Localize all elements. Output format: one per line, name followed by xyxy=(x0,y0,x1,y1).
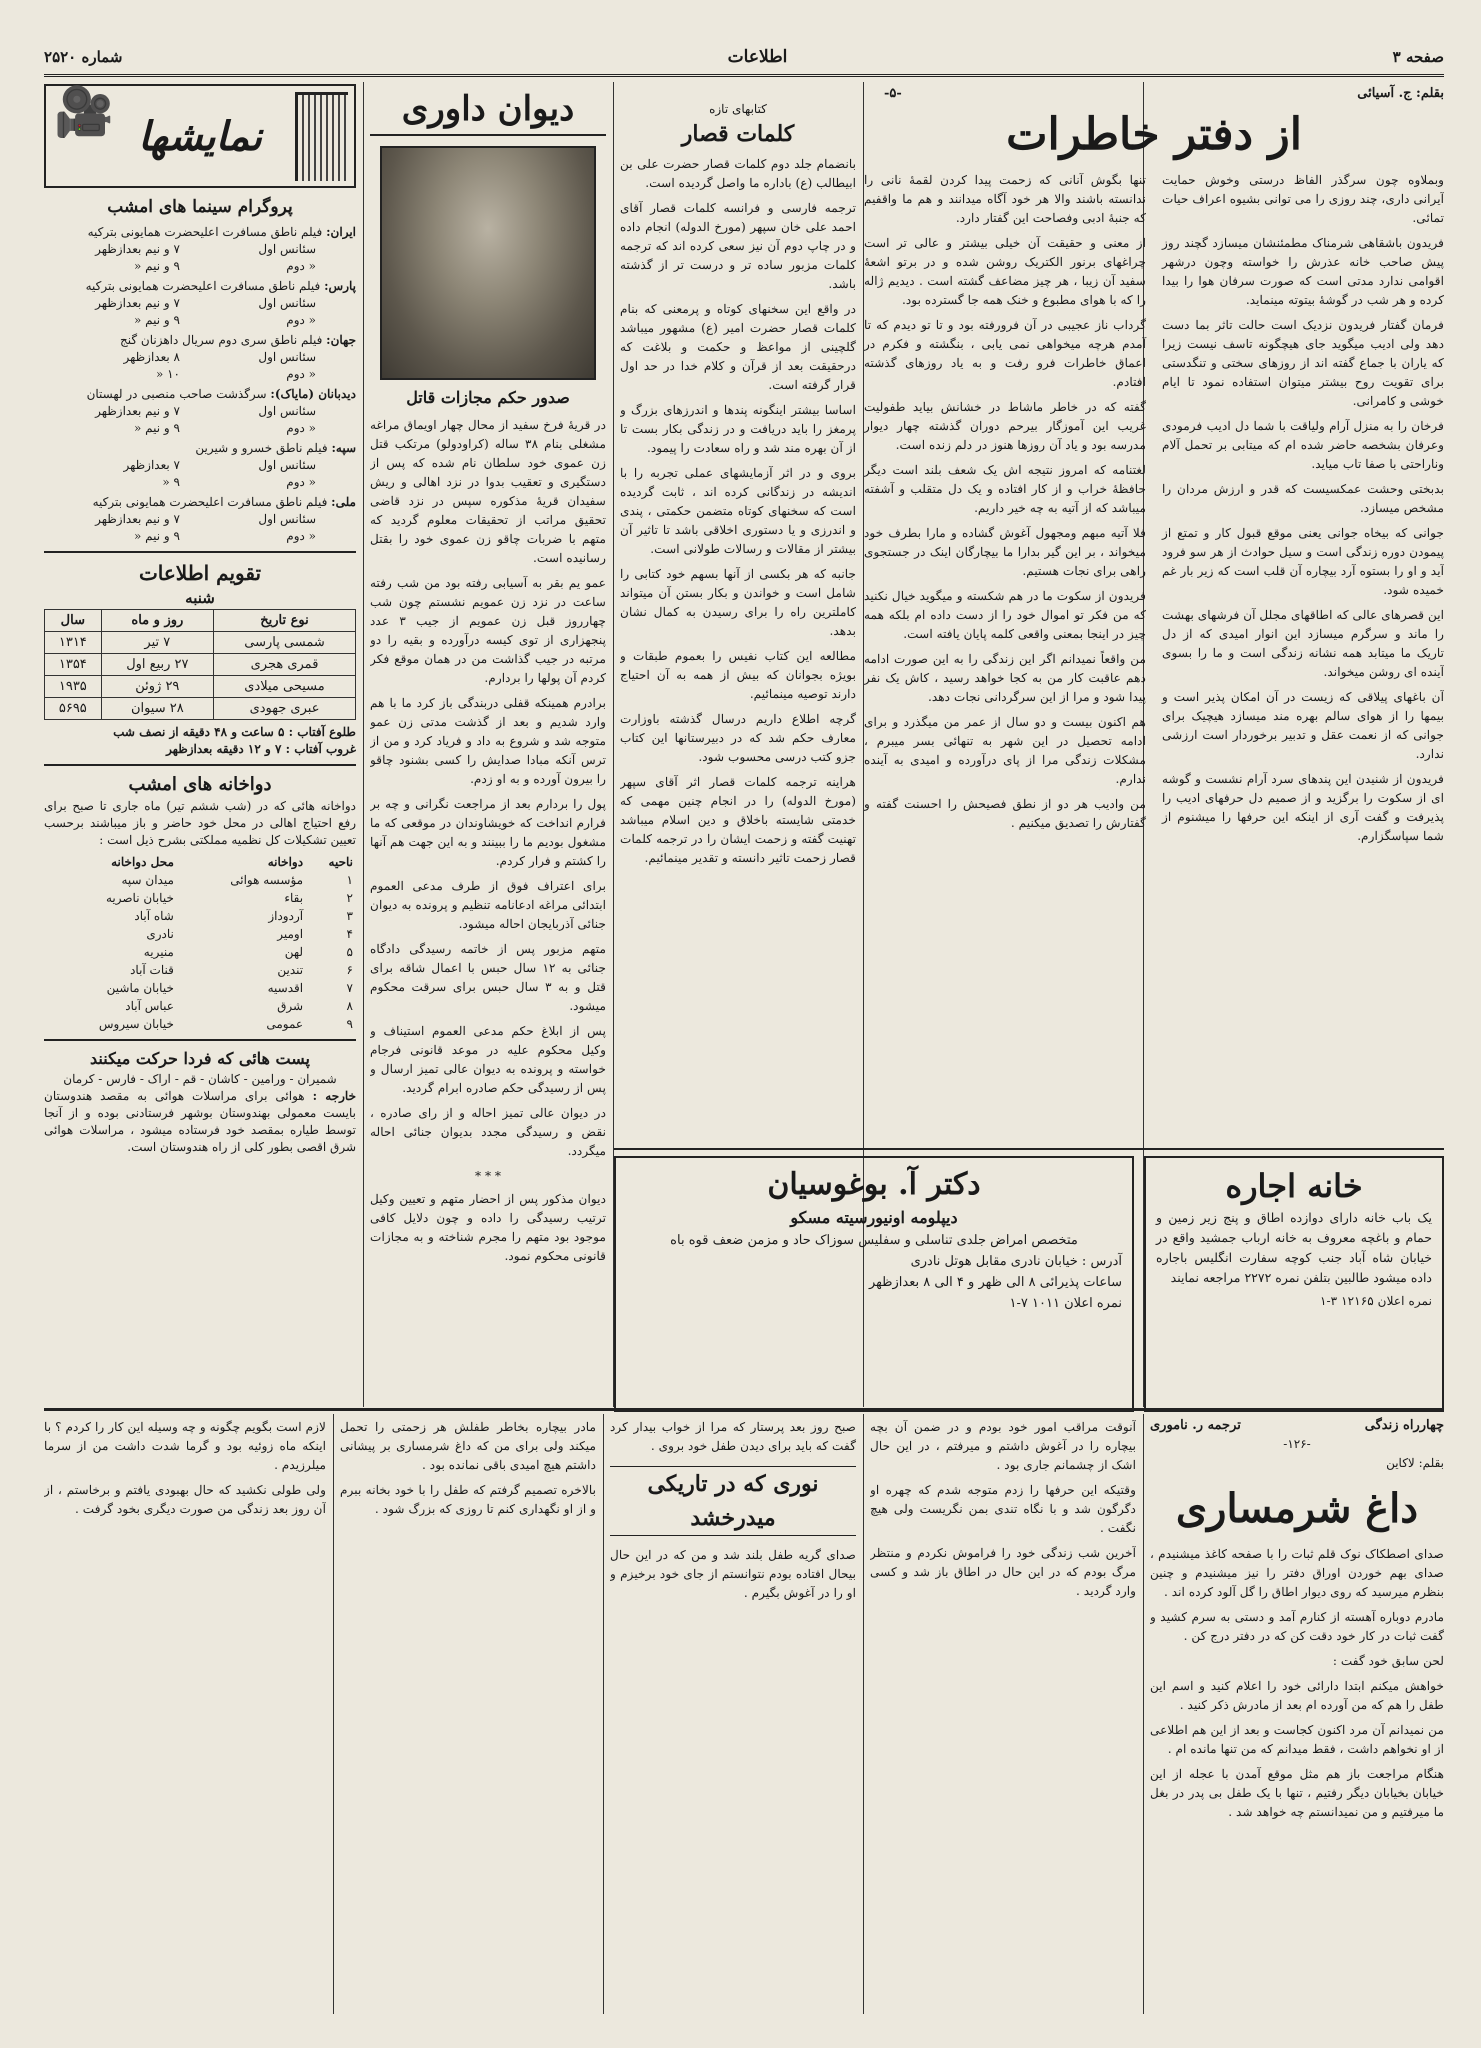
calendar-cell: ۱۹۳۵ xyxy=(45,676,102,698)
pharmacy-row xyxy=(44,907,356,925)
memoir-marker: -۵- xyxy=(884,86,902,101)
story-column-2 xyxy=(870,1418,1136,2014)
cinema-film: فیلم ناطق سری دوم سریال داهزنان گنج xyxy=(120,333,323,347)
cinema-showtimes xyxy=(44,403,356,437)
cinema-showtime: « دوم xyxy=(286,259,316,273)
divan-photo-caption: صدور حکم مجازات قاتل xyxy=(406,388,570,407)
doctor-ad-text: متخصص امراض جلدی تناسلی و سفلیس سوزاک حاد و مزمن ضعف قوه باه xyxy=(670,1233,1078,1248)
cinema-name: ایران: xyxy=(326,225,356,239)
cinema-entry xyxy=(44,332,356,383)
cinema-showtimes xyxy=(44,457,356,491)
doctor-ad-title: دکتر آ. بوغوسیان xyxy=(767,1167,981,1202)
pharmacy-cell: ۶ xyxy=(346,963,353,977)
pharmacy-row xyxy=(44,961,356,979)
cinema-film: فیلم ناطق مسافرت اعلیحضرت همایونی بترکیه xyxy=(87,225,323,239)
cinema-showtime: سئانس اول xyxy=(258,512,316,526)
sunrise-label: طلوع آفتاب xyxy=(297,725,356,739)
post-routes: شمیران - ورامین - کاشان - قم - اراک - فارس - کرمان xyxy=(63,1072,337,1086)
house-ad-text: یک باب خانه دارای دوازده اطاق و پنج زیر زمین و حمام و باغچه معروف به خانه ارباب جمشید واقع در خیابان شاه آباد جنب کوچه سفارت انگلیس باجاره داده میشود طالبین بتلفن نمره ۲۲۷۲ مراجعه نمایند xyxy=(1156,1210,1432,1285)
cinema-showtime: « دوم xyxy=(286,367,316,381)
calendar-cell: ۵۶۹۵ xyxy=(45,698,102,720)
sunrise-row: طلوع آفتاب : ۵ ساعت و ۴۸ دقیقه از نصف شب xyxy=(113,725,356,739)
memoir-paragraph: فلا آتیه مبهم ومجهول آغوش گشاده و مارا بطرف خود میخواند ، بر این گیر بدارا ما بیچارگان اینک در جستجوی راهی برای نجات هستیم. xyxy=(864,526,1146,578)
pharmacy-col-header: ناحیه xyxy=(328,855,353,869)
curtain-icon xyxy=(295,92,348,181)
issue-number: شماره ۲۵۲۰ xyxy=(44,48,123,66)
story-translator: ترجمه ر. ناموری xyxy=(1150,1418,1241,1433)
memoir-paragraph: آن باغهای پیلاقی که زیست در آن امکان پذیر است و بیمها را از هوای سالم بهره مند میسازد هیچیک برای جوانی که از نعمت عقل و تدبیر برخوردار است ارزشی ندارد. xyxy=(1162,690,1444,761)
pharmacy-cell: قنات آباد xyxy=(130,963,174,977)
calendar-cell: ۲۸ سیوان xyxy=(101,698,213,720)
cinema-showtime: ۹ و نیم « xyxy=(134,259,180,273)
story-paragraph: من نمیدانم آن مرد اکنون کجاست و بعد از این هم اطلاعی از او نخواهم داشت ، فقط میدانم که من تنها مانده ام . xyxy=(1150,1723,1444,1756)
divan-paragraph: در دیوان عالی تمیز احاله و از رای صادره ، نقض و رسیدگی مجدد بدیوان جنائی احاله میگردد. xyxy=(370,1106,606,1158)
pharmacy-cell: عباس آباد xyxy=(125,999,174,1013)
kalemat-paragraph: در واقع این سخنهای کوتاه و پرمعنی که بنام کلمات قصار حضرت امیر (ع) مشهور میباشد گلچینی از مواعظ و حکمت و بلاغت که درحقیقت بعد از قرآن و کلام خدا در حد اول قرار گرفته است. xyxy=(620,302,856,392)
cinema-name: دیدبانان (مایاک): xyxy=(270,387,356,401)
pharmacy-cell: ۵ xyxy=(346,945,353,959)
calendar-col-header: سال xyxy=(45,610,102,632)
page-header xyxy=(44,40,1444,77)
memoir-paragraph: لغتنامه که امروز نتیجه اش یک شعف بلند است دیگر حافظهٔ خراب و از کار افتاده و یک دل متقلب و آشفته میباشد که از آتیه به چه خیر داریم. xyxy=(864,463,1146,515)
cinema-showtime: ۹ « xyxy=(162,475,180,489)
pharmacy-cell: میدان سپه xyxy=(121,873,174,887)
calendar-cell: ۲۹ ژوئن xyxy=(101,676,213,698)
post-foreign xyxy=(44,1088,356,1156)
pharmacy-row xyxy=(44,871,356,889)
story-paragraph: لازم است بگویم چگونه و چه وسیله این کار را کردم ؟ با اینکه ماه زوئیه بود و گرما شدت داشت من از سرما میلرزیدم . xyxy=(44,1420,326,1472)
story-paragraph: آخرین شب زندگی خود را فراموش نکردم و منتظر مرگ بودم که در این حال در اطاق باز شد و کسی وارد گردید . xyxy=(870,1546,1136,1598)
pharmacy-row xyxy=(44,979,356,997)
cinema-film: فیلم ناطق مسافرت اعلیحضرت همایونی بترکیه xyxy=(85,279,321,293)
memoir-paragraph: گفته که در خاطر ماشاط در خشانش بیاید طفولیت غریب این آموزگار بیرحم دوران گذشته چهار دیوار مدرسه بود و یاد آن روزها هنوز در دلم زنده است. xyxy=(864,400,1146,452)
story-paragraph: صدای گریه طفل بلند شد و من که در این حال بیحال افتاده بودم نتوانستم از جای خود برخیزم و او را در آغوش بگیرم . xyxy=(610,1548,856,1600)
cinema-entry-heading xyxy=(44,440,356,457)
pharmacy-cell: خیابان ناصریه xyxy=(105,891,174,905)
cinema-showtime: ۱۰ « xyxy=(155,367,180,381)
divan-paragraph: پس از ابلاغ حکم مدعی العموم استیناف و وکیل محکوم علیه در موعد قانونی فرجام خواسته و پرونده به دیوان عالی تمیز ارسال و پس از رسیدگی حکم صادره ابرام گردید. xyxy=(370,1024,606,1095)
pharmacy-cell: اومیر xyxy=(277,927,304,941)
divan-paragraph: متهم مزبور پس از خاتمه رسیدگی دادگاه جنائی به ۱۲ سال حبس با اعمال شاقه برای قتل و به ۳ سال حبس برای سرقت محکوم میشود. xyxy=(370,942,606,1013)
film-camera-icon: 🎥 xyxy=(54,84,114,140)
pharmacy-cell: ۴ xyxy=(346,927,353,941)
cinema-entry-heading xyxy=(44,332,356,349)
sunset-value: ۷ و ۱۲ دقیقه بعدازظهر xyxy=(166,742,282,756)
pharmacies-title: دواخانه های امشب xyxy=(128,774,272,795)
story-paragraph: صبح روز بعد پرستار که مرا از خواب بیدار کرد گفت که باید برای دیدن طفل خود بروی . xyxy=(610,1420,856,1453)
cinema-showtime: « دوم xyxy=(286,421,316,435)
doctor-ad-address: آدرس : خیابان نادری مقابل هوتل نادری xyxy=(910,1254,1122,1269)
cinema-film: سرگذشت صاحب منصبی در لهستان xyxy=(86,387,267,401)
pharmacy-cell: لهن xyxy=(284,945,304,959)
pharmacy-col-header: دواخانه xyxy=(267,855,304,869)
sunset-row: غروب آفتاب : ۷ و ۱۲ دقیقه بعدازظهر xyxy=(166,742,356,756)
calendar-row xyxy=(45,676,356,698)
doctor-ad-subtitle: دیپلومه اونیورسیته مسکو xyxy=(790,1208,958,1227)
defendant-photo xyxy=(380,146,596,380)
pharmacy-cell: ۱ xyxy=(346,873,353,887)
memoir-paragraph: فرخان را به منزل آرام ولیاقت با شما دل ادیب فرمودی وعرفان بشخصه حاضر شده ام که میتابی بر تحمل آلام وناراحتی با صفا تاب میاید. xyxy=(1162,419,1444,471)
cinema-showtime: « دوم xyxy=(286,313,316,327)
cinema-banner-text: نمایشها xyxy=(138,112,262,160)
kalemat-paragraph: جانبه که هر بکسی از آنها بسهم خود کتابی را شامل است و خواندن و بکار بستن آن میتواند کاملترین راه را برای رسیدن به کمال نشان بدهد. xyxy=(620,567,856,638)
pharmacy-cell: اقدسیه xyxy=(267,981,304,995)
cinema-name: پارس: xyxy=(324,279,356,293)
cinema-showtime: ۹ و نیم « xyxy=(134,421,180,435)
story-paragraph: لحن سابق خود گفت : xyxy=(1332,1654,1444,1668)
pharmacy-cell: منیریه xyxy=(143,945,174,959)
calendar-cell: مسیحی میلادی xyxy=(214,676,356,698)
cinema-showtime: ۷ و نیم بعدازظهر xyxy=(95,512,180,526)
cinema-name: ملی: xyxy=(331,495,356,509)
cinema-entry xyxy=(44,224,356,275)
pharmacy-cell: ۳ xyxy=(346,909,353,923)
cinema-film: فیلم ناطق مسافرت اعلیحضرت همایونی بترکیه xyxy=(92,495,328,509)
calendar-row xyxy=(45,698,356,720)
story-column-3 xyxy=(610,1418,856,2014)
story-section xyxy=(1150,1416,1444,2014)
cinema-showtime: سئانس اول xyxy=(258,296,316,310)
cinema-entry-heading xyxy=(44,278,356,295)
memoir-paragraph: گرداب ناز عجیبی در آن فرورفته بود و تا تو دیدم که تا آمدم هرچه میخواهی نمی یابی ، بنگشته و فکرم در اعماق خاطرات فرو رفت و به یاد روزهای گذشته افتادم. xyxy=(864,318,1146,389)
cinema-showtime: « دوم xyxy=(286,475,316,489)
pharmacy-cell: عمومی xyxy=(266,1017,304,1031)
cinema-entry xyxy=(44,278,356,329)
memoir-byline: بقلم: ج. آسیائی xyxy=(1357,86,1444,101)
calendar-cell: ۱۳۱۴ xyxy=(45,632,102,654)
story-subtitle: نوری که در تاریکی میدرخشد xyxy=(610,1466,856,1536)
cinema-entry-heading xyxy=(44,386,356,403)
divan-title: دیوان داوری xyxy=(370,84,606,136)
calendar-cell: ۷ تیر xyxy=(101,632,213,654)
memoir-paragraph: وبملاوه چون سرگذر الفاظ درستی وخوش حمایت آیرانی داری، چند روزی را می توانی بشیوه اعراف حیات تمائی. xyxy=(1162,173,1444,225)
pharmacy-col-header: محل دواخانه xyxy=(111,855,174,869)
pharmacy-cell: ۹ xyxy=(346,1017,353,1031)
cinema-showtime: سئانس اول xyxy=(258,404,316,418)
cinema-entry-heading xyxy=(44,224,356,241)
memoir-paragraph: جوانی که بیخاه جوانی یعنی موقع قبول کار و تمتع از پیمودن دوره زندگی است و سیل حوادث از هر سو فرود آید و او را بستوه آرد بیچاره آن قلب است که زیر بار غم خمیده شود. xyxy=(1162,526,1444,597)
memoir-paragraph: فرمان گفتار فریدون نزدیک است حالت تاثر بما دست دهد ولی ادیب میگوید جای هیچگونه تاسف نیست زیرا که یاران با جماع گفته اند از روزهای سختی و تنگدستی برای تقویت روح بیشتر میتوان استفاده نمود تا ایام خوشی و کامرانی. xyxy=(1162,318,1444,408)
memoir-title: از دفتر خاطرات xyxy=(1006,109,1302,160)
doctor-ad xyxy=(614,1156,1134,1412)
story-paragraph: مادر بیچاره بخاطر طفلش هر زحمتی را تحمل میکند ولی برای من که داغ شرمساری بر پیشانی داشتم هیچ امیدی باقی نمانده بود . xyxy=(340,1420,596,1472)
kalemat-paragraph: گرچه اطلاع داریم درسال گذشته باوزارت معارف حکم شد که در دبیرستانها این کتاب جزو کتب درسی محسوب شود. xyxy=(620,712,856,764)
story-number: -۱۲۶- xyxy=(1283,1437,1311,1451)
cinema-list xyxy=(44,224,356,545)
cinema-banner xyxy=(44,84,356,188)
cinema-showtimes xyxy=(44,349,356,383)
kalemat-paragraph: اساسا بیشتر اینگونه پندها و اندرزهای بزرگ و پرمغز را باید دریافت و در زندگی بکار بست تا از آن بهره مند شد و راه سعادت را پیمود. xyxy=(620,403,856,455)
cinema-program-title: پروگرام سینما های امشب xyxy=(107,197,293,217)
cinema-showtime: ۹ و نیم « xyxy=(134,529,180,543)
story-paragraph: آنوقت مراقب امور خود بودم و در ضمن آن بچه بیچاره را در آغوش داشتم و میرفتم ، در این حال اشک از چشمانم جاری بود . xyxy=(870,1420,1136,1472)
pharmacy-cell: خیابان سیروس xyxy=(98,1017,174,1031)
kalemat-paragraph: بروی و در اثر آزمایشهای عملی تجربه را با اندیشه در زندگانی کرده اند ، ثابت گردیده است که سخنهای کوتاه متضمن حکمتی ، پندی و اندرزی و یا دستوری اخلاقی باشد تا تاثیر آن بیشتر از مقالات و رسالات طولانی است. xyxy=(620,466,856,556)
cinema-showtime: ۷ و نیم بعدازظهر xyxy=(95,404,180,418)
cinema-entry xyxy=(44,494,356,545)
memoir-paragraph: بدبختی وحشت عمکسیست که قدر و ارزش مردان را مشخص میسازد. xyxy=(1162,482,1444,515)
cinema-showtimes xyxy=(44,295,356,329)
cinema-showtime: ۷ بعدازظهر xyxy=(123,458,180,472)
post-foreign-text: هوائی برای مراسلات هوائی به مقصد هندوستان بایست معمولی بهندوستان بوشهر فرستادنی بوده و از آنجا توسط طیاره بمقصد خود فرستاده میشود ، مراسلات هوائی شرق اقصی بطور کلی از راه هندوستان است. xyxy=(44,1089,356,1154)
calendar-col-header: روز و ماه xyxy=(101,610,213,632)
pharmacy-cell: خیابان ماشین xyxy=(106,981,174,995)
divan-paragraph: در قریهٔ فرخ سفید از محال چهار اویماق مراغه مشغلی بنام ۳۸ ساله (کراودولو) مرتکب قتل زن عموی خود سلطان نام شده که پس از دستگیری و تعقیب بدوا در نزد اهالی و ریش سفیدان قریهٔ مذکوره سپس در نزد قاضی تحقیق مراتب از تحقیقات معلوم گردید که متهم با ضربات چاقو زن عموی خود را بقتل رسانیده است. xyxy=(370,418,606,565)
divan-paragraph: عمو یم بقر به آسیابی رفته بود من شب رفته ساعت در نزد زن عمویم نشستم چون شب چهارروز قبل زن عمویم از جیب ۳ عدد پنجهزاری از توی کیسه درآورده و بقیه را دو مرتبه در جیب گذاشت من در همان موقع فکر کردم آن پولها را بردارم. xyxy=(370,576,606,685)
calendar-col-header: نوع تاریخ xyxy=(214,610,356,632)
cinema-showtime: سئانس اول xyxy=(258,458,316,472)
pharmacy-row xyxy=(44,997,356,1015)
doctor-ad-footer: نمره اعلان ۱۰۱۱ ۷-۱ xyxy=(1009,1296,1122,1311)
kalemat-paragraph: مطالعه این کتاب نفیس را بعموم طبقات و بویژه بجوانان که بیش از همه به آن احتیاج دارند توصیه مینمائیم. xyxy=(620,649,856,701)
calendar-cell: عبری جهودی xyxy=(214,698,356,720)
cinema-showtime: ۸ بعدازظهر xyxy=(123,350,180,364)
cinema-showtimes xyxy=(44,241,356,275)
pharmacy-cell: ۲ xyxy=(346,891,353,905)
memoir-paragraph: از معنی و حقیقت آن خیلی بیشتر و عالی تر است چراغهای برنور الکتریک روشن شده و در برتو اشعهٔ سفید آن زیبا ، هر چیز مضاعف گشته است . دیدیم ژاله را که با هوای مطبوع و خنک همه جا گسترده بود. xyxy=(864,236,1146,307)
cinema-showtime: ۷ و نیم بعدازظهر xyxy=(95,242,180,256)
kalemat-paragraph: هراینه ترجمه کلمات قصار اثر آقای سپهر (مورخ الدوله) را در انجام چنین مهمی که خدمتی شایسته باخلاق و دین اسلام میباشد تهنیت گفته و زحمت ایشان را در ترجمه کلمات قصار زحمت تاثیر دانسته و تقدیر مینمائیم. xyxy=(620,775,856,865)
pharmacies-intro: دواخانه هائی که در (شب ششم تیر) ماه جاری تا صبح برای رفع احتیاج اهالی در محل خود حاضر و باز میباشند برحسب تعیین تشکیلات کل نظمیه مملکتی بشرح ذیل است : xyxy=(44,799,356,847)
post-foreign-label: خارجه : xyxy=(312,1089,356,1103)
house-for-rent-ad xyxy=(1144,1156,1444,1412)
cinema-showtime: ۹ و نیم « xyxy=(134,313,180,327)
divan-divider: * * * xyxy=(474,1169,502,1183)
calendar-table xyxy=(44,609,356,720)
pharmacy-cell: تندین xyxy=(277,963,304,977)
cinema-name: سپه: xyxy=(331,441,356,455)
memoir-paragraph: این قصرهای عالی که اطاقهای مجلل آن فرشهای بهشت را ماند و سرگرم میسازد این انوار امیدی که از دل تاریک ما میتابد همه نشانه زندگی است و ما را بسوی آینده ای روشن میخواند. xyxy=(1161,608,1444,679)
cinema-film: فیلم ناطق خسرو و شیرین xyxy=(195,441,328,455)
pharmacy-row xyxy=(44,943,356,961)
kalemat-paragraph: بانضمام جلد دوم کلمات قصار حضرت علی بن ابیطالب (ع) باداره ما واصل گردیده است. xyxy=(620,157,856,190)
paper-name: اطلاعات xyxy=(727,47,788,67)
calendar-row xyxy=(45,632,356,654)
calendar-weekday: شنبه xyxy=(185,589,215,607)
cinema-showtimes xyxy=(44,511,356,545)
pharmacies-table xyxy=(44,853,356,1033)
story-paragraph: هنگام مراجعت باز هم مثل موقع آمدن با عجله از این خیابان بخیابان دیگر رفتیم ، تنها با یک طفل بی پدر در بغل ما میرفتیم و من نمیدانستم چه خواهد شد . xyxy=(1150,1767,1444,1819)
doctor-ad-hours: ساعات پذیرائی ۸ الی ظهر و ۴ الی ۸ بعدازظهر xyxy=(869,1275,1122,1290)
pharmacy-cell: ۸ xyxy=(346,999,353,1013)
pharmacy-row xyxy=(44,1015,356,1033)
story-paragraph: وقتیکه این حرفها را زدم متوجه شدم که چهره او دگرگون شد و با نگاه تندی بمن نگریست ولی هیچ نگفت . xyxy=(870,1483,1136,1535)
post-title: پست هائی که فردا حرکت میکنند xyxy=(90,1049,310,1068)
cinema-entry xyxy=(44,386,356,437)
kalemat-paragraph: ترجمه فارسی و فرانسه کلمات قصار آقای احمد علی خان سپهر (مورخ الدوله) انجام داده و در چاپ دوم آن نیز سعی کرده اند که ترجمه کلمات مزبور ساده تر و درست تر از گذشته باشد. xyxy=(620,201,856,291)
kalemat-title: کلمات قصار xyxy=(681,121,795,147)
listings-column xyxy=(44,84,356,1400)
cinema-name: جهان: xyxy=(326,333,356,347)
pharmacy-row xyxy=(44,925,356,943)
memoir-paragraph: تنها بگوش آنانی که زحمت پیدا کردن لقمهٔ نانی را ندانسته باشند والا هر خود آگاه میدانند و هم ما واقفیم که جنبهٔ ادبی وفصاحت این گفتار دارد. xyxy=(864,173,1146,225)
story-paragraph: مادرم دوباره آهسته از کنارم آمد و دستی به سرم کشید و گفت ثبات در کار خود دقت کن که در دفتر درج کن . xyxy=(1150,1610,1444,1643)
cinema-entry-heading xyxy=(44,494,356,511)
cinema-showtime: سئانس اول xyxy=(258,242,316,256)
memoir-paragraph: فریدون باشقاهی شرمناک مطمئنشان میسازد گچند روز پیش صاحب خانه عذرش را خواسته وچون درشهر اقوامی ندارد مدتی است که صورت سرفان هوا را بیدا کرده و هر شب در گوشهٔ بیتوته مینماید. xyxy=(1162,236,1444,307)
story-paragraph: بالاخره تصمیم گرفتم که طفل را با خود بخانه ببرم و از او نگهداری کنم تا روزی که بزرگ شود . xyxy=(340,1483,596,1516)
kalemat-kicker: کتابهای تازه xyxy=(709,102,767,116)
memoir-paragraph: من وادیب هر دو از نطق فصیحش را احسنت گفته و گفتارش را تصدیق میکنیم . xyxy=(864,797,1146,830)
pharmacy-cell: آردوداز xyxy=(268,909,304,923)
memoir-paragraph: من واقعاً نمیدانم اگر این زندگی را به این صورت ادامه دهم عاقبت کار من به کجا خواهد رسید ، کاش یک نفر پیدا شود و مرا از این سرگردانی نجات دهد. xyxy=(864,652,1146,704)
pharmacy-cell: شرق xyxy=(277,999,304,1013)
cinema-entry xyxy=(44,440,356,491)
calendar-cell: شمسی پارسی xyxy=(214,632,356,654)
pharmacy-cell: نادری xyxy=(146,927,174,941)
divan-section xyxy=(370,84,606,1400)
story-author: بقلم: لاکاین xyxy=(1386,1456,1444,1470)
pharmacy-cell: ۷ xyxy=(346,981,353,995)
calendar-cell: قمری هجری xyxy=(214,654,356,676)
memoir-paragraph: فریدون از سکوت ما در هم شکسته و میگوید خیال نکنید که من فکر تو اموال خود را از دست داده ام بلکه همه چیز در اینجا بمعنی واقعی کلمه پایان یافته است. xyxy=(864,589,1146,641)
cinema-showtime: سئانس اول xyxy=(258,350,316,364)
house-ad-footer: نمره اعلان ۱۲۱۶۵ ۳-۱ xyxy=(1319,1294,1432,1308)
memoir-section xyxy=(864,84,1444,1144)
divan-paragraph: دیوان مذکور پس از احضار متهم و تعیین وکیل ترتیب رسیدگی را داده و چون دلایل کافی موجود بود متهم را مجرم شناخته و به مجازات قانونی محکوم نمود. xyxy=(370,1192,606,1263)
divan-paragraph: برادرم همینکه قفلی دربندگی باز کرد ما با هم وارد شدیم و بعد از گذشت مدتی زن عمو متوجه شد و شروع به داد و فریاد کرد و من از ترس آنکه مبادا صدایش را کسی بشنود چاقو را بیرون آورده و به او زدم. xyxy=(370,696,606,786)
calendar-row xyxy=(45,654,356,676)
sunset-label: غروب آفتاب xyxy=(294,742,356,756)
story-paragraph: صدای اصطکاک نوک قلم ثبات را با صفحه کاغذ میشنیدم ، صدای بهم خوردن اوراق دفتر را نیز میشنیدم و چنین بنظرم میرسید که روی دیوار اطاق را گل آلود کرده اند . xyxy=(1150,1547,1444,1599)
page-number: صفحه ۳ xyxy=(1392,48,1444,66)
calendar-title: تقویم اطلاعات xyxy=(138,561,262,585)
cinema-showtime: « دوم xyxy=(286,529,316,543)
story-title: داغ شرمساری xyxy=(1175,1485,1419,1532)
pharmacy-cell: بقاء xyxy=(284,891,304,905)
cinema-showtime: ۷ و نیم بعدازظهر xyxy=(95,296,180,310)
divan-paragraph: برای اعتراف فوق از طرف مدعی العموم ابتدائی مراغه ادعانامه تنظیم و پرونده به دیوان جنائی آذربایجان احاله میشود. xyxy=(370,879,606,931)
divan-paragraph: پول را بردارم بعد از مراجعت نگرانی و چه بر فرارم انداخت که خویشاوندان در موقعی که ما مشغول بودیم ما را ببینند و به این جهت هم آنها را کشتم و فرار کردم. xyxy=(370,797,606,868)
calendar-cell: ۱۳۵۴ xyxy=(45,654,102,676)
newspaper-page xyxy=(44,40,1444,2015)
story-paragraph: ولی طولی نکشید که حال بهبودی یافتم و برخاستم ، از آن روز بعد زندگی من صورت دیگری بخود گرفت . xyxy=(44,1483,326,1516)
story-kicker: چهارراه زندگی xyxy=(1364,1418,1444,1433)
pharmacy-cell: مؤسسه هوائی xyxy=(230,873,304,887)
pharmacy-cell: شاه آباد xyxy=(134,909,174,923)
memoir-paragraph: هم اکنون بیست و دو سال از عمر من میگذرد و برای ادامه تحصیل در این شهر به تنهائی بسر میبرم ، مشکلات زندگی مرا از پای درآورده و امیدی به آینده ندارم. xyxy=(864,715,1146,786)
story-paragraph: خواهش میکنم ابتدا دارائی خود را اعلام کنید و اسم این طفل را هم که من آورده ام بعد از مادرش ذکر کنید . xyxy=(1150,1679,1444,1712)
calendar-cell: ۲۷ ربیع اول xyxy=(101,654,213,676)
house-ad-title: خانه اجاره xyxy=(1225,1167,1363,1205)
story-column-4 xyxy=(340,1418,596,2014)
story-column-5 xyxy=(44,1418,326,2014)
pharmacy-row xyxy=(44,889,356,907)
memoir-paragraph: فریدون از شنیدن این پندهای سرد آرام نشست و گوشه ای از سکوت را برگزید و از صمیم دل حرفهای ادیب را پذیرفت و گفت آری از اینکه این حرفها را میشنوم از شما سپاسگزارم. xyxy=(1162,772,1444,843)
sunrise-value: ۵ ساعت و ۴۸ دقیقه از نصف شب xyxy=(113,725,285,739)
